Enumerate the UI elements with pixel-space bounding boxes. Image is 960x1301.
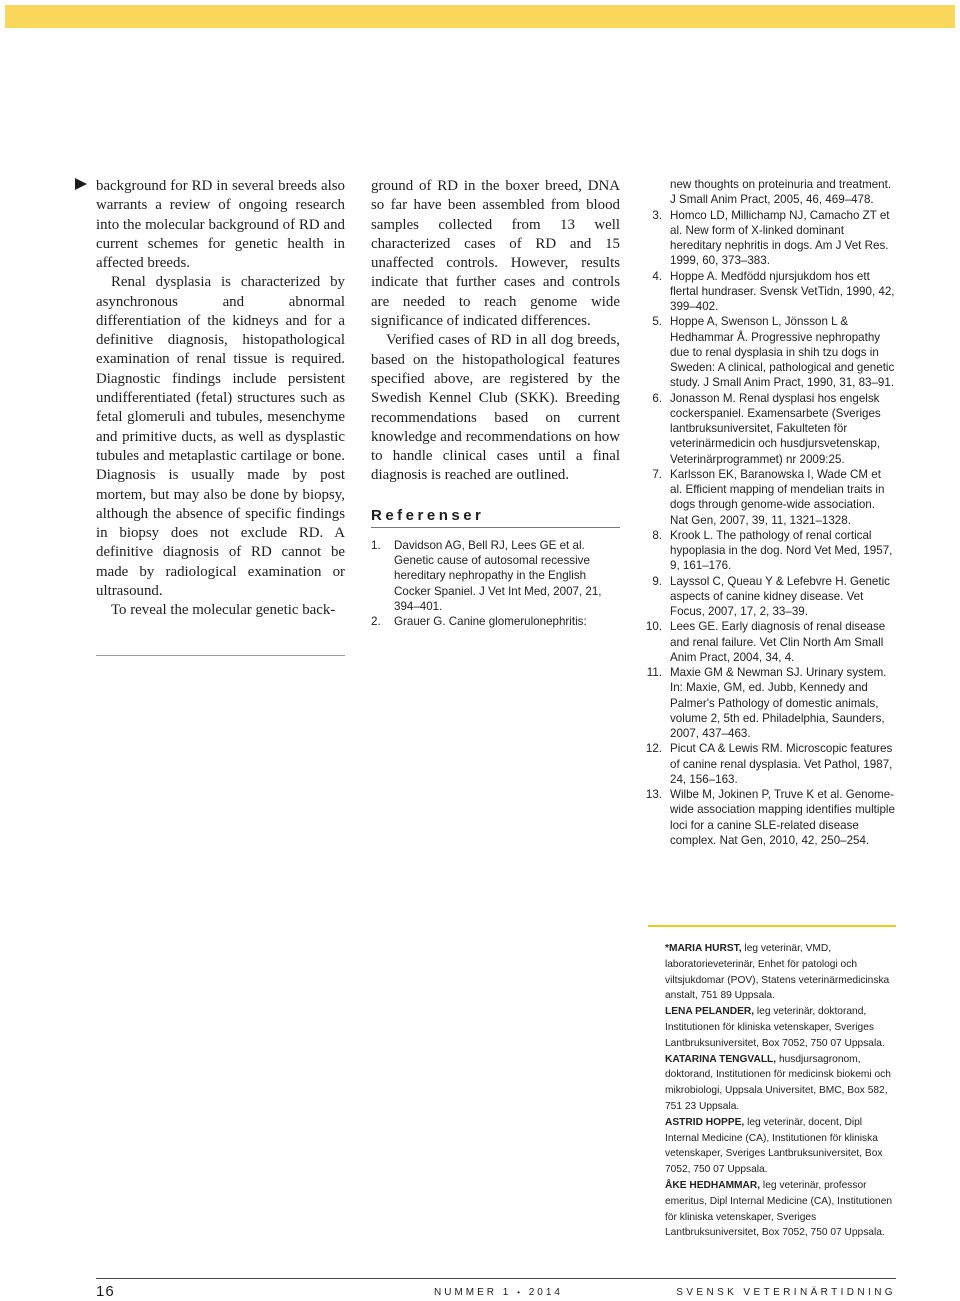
author-affiliation: leg veterinär, docent, Dipl Internal Medicine (CA), Institutionen för kliniska vetenskaper, Sveriges Lantbruksuniversitet, Box 7052, 750 07 Uppsala.	[665, 1116, 883, 1176]
issue-label	[434, 1287, 563, 1298]
references-heading: Referenser	[371, 507, 620, 528]
author-entry	[665, 1178, 897, 1241]
reference-item	[628, 391, 896, 467]
reference-item	[628, 528, 896, 574]
author-entry	[665, 941, 897, 1004]
reference-number: 7.	[652, 467, 662, 481]
reference-number: 12.	[645, 742, 662, 756]
reference-number: 3.	[652, 208, 662, 222]
author-entry	[665, 1052, 897, 1115]
reference-item	[371, 538, 620, 614]
reference-number: 13.	[645, 788, 662, 801]
column-2	[371, 177, 620, 629]
reference-number: 10.	[645, 620, 662, 634]
reference-item	[628, 467, 896, 528]
footer-rule	[96, 1278, 896, 1279]
author-name: ÅKE HEDHAMMAR,	[665, 1179, 761, 1191]
author-name: LENA PELANDER,	[665, 1006, 755, 1018]
reference-number: 5.	[652, 315, 662, 329]
reference-item	[628, 574, 896, 620]
top-color-bar	[5, 5, 955, 28]
body-paragraph: Renal dysplasia is characterized by asynchronous and abnormal differentiation of the kidneys and for a definitive diagnosis, histopathological examination of renal tissue is required. Diagnostic findings include persistent undifferentiated (fetal) structures such as fetal glomeruli and tubules, mesenchyme and primitive ducts, as well as dysplastic tubules and metaplastic cartilage or bone. Diagnosis is usually made by post mortem, but may also be done by biopsy, although the absence of specific findings in biopsy does not exclude RD. A definitive diagnosis of RD cannot be made by radiological examination or ultrasound.	[96, 274, 345, 599]
continuation-arrow-icon	[75, 178, 87, 190]
author-affiliation: leg veterinär, doktorand, Institutionen för kliniska vetenskaper, Sveriges Lantbruksuniversitet, Box 7052, 750 07 Uppsala.	[665, 1006, 885, 1049]
reference-text: Karlsson EK, Baranowska I, Wade CM et al. Efficient mapping of mendelian traits in dogs through genome-wide association. Nat Gen, 2007, 39, 11, 1321–1328.	[670, 467, 885, 527]
column-3	[628, 177, 896, 848]
reference-number: 11.	[646, 666, 662, 679]
author-affiliation: leg veterinär, VMD, laboratorieveterinär, Enhet för patologi och viltsjukdomar (POV), Statens veterinärmedicinska anstalt, 751 89 Uppsala.	[665, 943, 890, 1002]
reference-number: 9.	[652, 574, 662, 588]
reference-item	[628, 208, 896, 269]
reference-item	[628, 314, 896, 390]
author-affiliation: leg veterinär, professor emeritus, Dipl Internal Medicine (CA), Institutionen för kliniska vetenskaper, Sveriges Lantbruksuniversitet, Box 7052, 750 07 Uppsala.	[665, 1179, 893, 1239]
column-divider	[96, 655, 345, 656]
reference-text: Hoppe A. Medfödd njursjukdom hos ett flertal hundraser. Svensk VetTidn, 1990, 42, 399–402.	[670, 269, 895, 313]
author-name: *MARIA HURST,	[665, 943, 742, 954]
reference-text: Hoppe A, Swenson L, Jönsson L & Hedhammar Å. Progressive nephropathy due to renal dysplasia in shih tzu dogs in Sweden: A clinical, pathological and genetic study. J Small Anim Pract, 1990, 31, 83–91.	[670, 315, 895, 390]
author-affiliation: husdjursagronom, doktorand, Institutionen för medicinsk biokemi och mikrobiologi, Uppsala Universitet, BMC, Box 582, 751 23 Uppsala.	[665, 1053, 891, 1112]
journal-name: SVENSK VETERINÄRTIDNING	[676, 1287, 896, 1298]
reference-list	[371, 538, 620, 630]
reference-text: Maxie GM & Newman SJ. Urinary system. In: Maxie, GM, ed. Jubb, Kennedy and Palmer's Pathology of domestic animals, volume 2, 5th ed. Philadelphia, Saunders, 2007, 437–463.	[670, 666, 887, 740]
body-paragraph: To reveal the molecular genetic back-	[111, 602, 336, 619]
body-paragraph: Verified cases of RD in all dog breeds, based on the histopathological features specified above, are registered by the Swedish Kennel Club (SKK). Breeding recommendations based on current knowledge and recommendations on how to handle clinical cases until a final diagnosis is reached are outlined.	[371, 332, 620, 484]
reference-number: 2.	[371, 615, 381, 628]
reference-text: Lees GE. Early diagnosis of renal disease and renal failure. Vet Clin North Am Small Anim Pract, 2004, 34, 4.	[670, 620, 886, 664]
body-paragraph: ground of RD in the boxer breed, DNA so far have been assembled from blood samples collected from 13 well characterized cases of RD and 15 unaffected controls. However, results indicate that further cases and controls are needed to reach genome wide significance of indicated differences.	[371, 178, 620, 330]
page-number: 16	[96, 1283, 115, 1300]
reference-text: Wilbe M, Jokinen P, Truve K et al. Genome-wide association mapping identifies multiple loci for a canine SLE-related disease complex. Nat Gen, 2010, 42, 250–254.	[670, 788, 895, 847]
reference-text: Jonasson M. Renal dysplasi hos engelsk cockerspaniel. Examensarbete (Sveriges lantbruksuniversitet, Fakulteten för veterinärmedicin och husdjursvetenskap, Veterinärprogrammet) nr 2009:25.	[670, 391, 881, 466]
reference-text: Layssol C, Queau Y & Lefebvre H. Genetic aspects of canine kidney disease. Vet Focus, 2007, 17, 2, 33–39.	[670, 574, 890, 618]
reference-continuation: new thoughts on proteinuria and treatment. J Small Anim Pract, 2005, 46, 469–478.	[670, 178, 892, 207]
author-name: KATARINA TENGVALL,	[665, 1053, 777, 1065]
reference-text: Homco LD, Millichamp NJ, Camacho ZT et al. New form of X-linked dominant hereditary nephritis in dogs. Am J Vet Res. 1999, 60, 373–383.	[670, 208, 890, 268]
author-entry	[665, 1115, 897, 1178]
issue-number: NUMMER 1	[434, 1287, 512, 1298]
reference-number: 1.	[371, 538, 381, 552]
reference-number: 4.	[652, 269, 662, 283]
author-affiliations	[665, 941, 897, 1241]
reference-item	[628, 665, 896, 741]
reference-item	[628, 741, 896, 787]
reference-number: 8.	[652, 528, 662, 542]
reference-item	[628, 269, 896, 315]
issue-year: 2014	[528, 1287, 563, 1298]
reference-text: Grauer G. Canine glomerulonephritis:	[394, 615, 587, 628]
reference-number: 6.	[652, 391, 662, 405]
reference-item	[628, 619, 896, 665]
reference-text: Davidson AG, Bell RJ, Lees GE et al. Genetic cause of autosomal recessive hereditary nephropathy in the English Cocker Spaniel. J Vet Int Med, 2007, 21, 394–401.	[394, 538, 602, 613]
reference-item	[371, 614, 620, 629]
issue-separator: •	[517, 1288, 523, 1297]
reference-list	[628, 208, 896, 849]
body-paragraph: background for RD in several breeds also warrants a review of ongoing research into the molecular background of RD and current schemes for genetic health in affected breeds.	[96, 178, 345, 271]
author-name: ASTRID HOPPE,	[665, 1116, 745, 1128]
authors-rule	[648, 925, 896, 927]
column-1	[96, 177, 345, 621]
author-entry	[665, 1004, 897, 1051]
reference-text: Picut CA & Lewis RM. Microscopic features of canine renal dysplasia. Vet Pathol, 1987, 24, 156–163.	[670, 742, 893, 786]
reference-item	[628, 787, 896, 848]
reference-text: Krook L. The pathology of renal cortical hypoplasia in the dog. Nord Vet Med, 1957, 9, 161–176.	[670, 528, 893, 573]
